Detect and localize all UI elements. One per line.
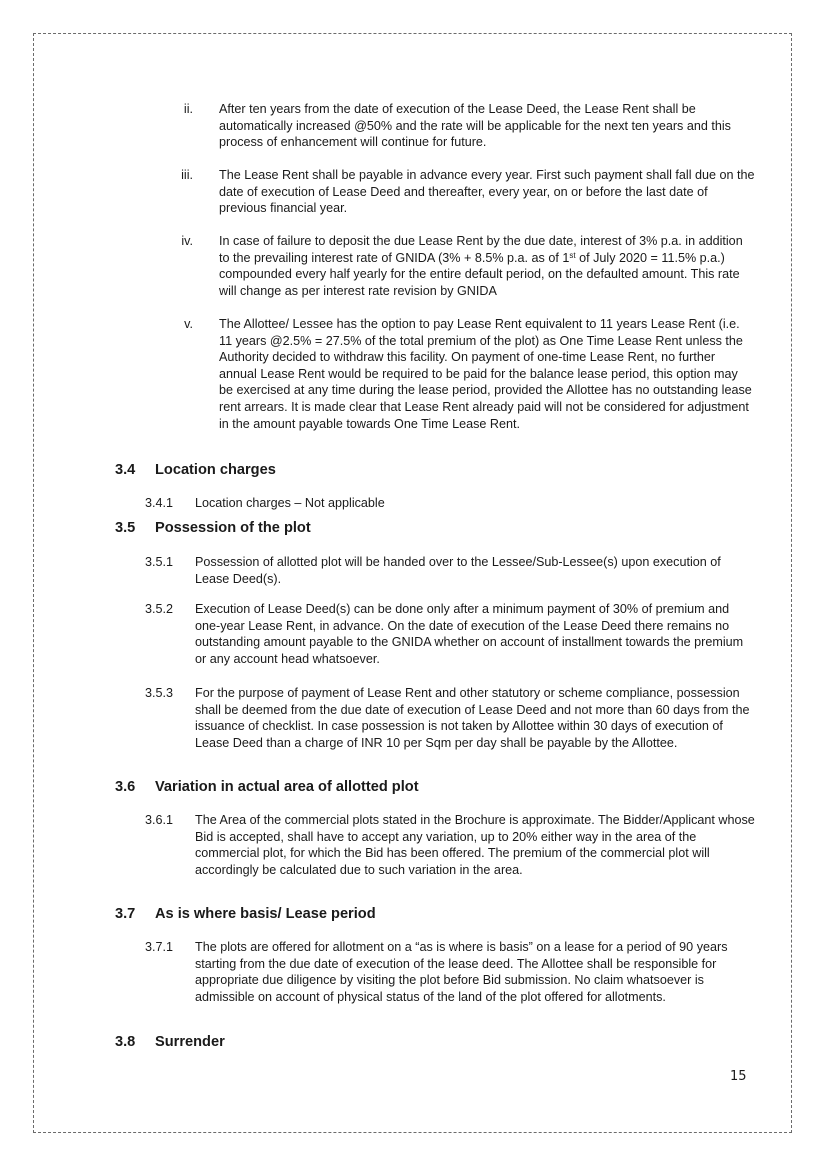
subsection-number: 3.6.1 [145, 813, 174, 827]
page-number: 15 [730, 1069, 747, 1084]
list-text: After ten years from the date of execution of the Lease Deed, the Lease Rent shall be automatically increased @50% and the rate will be applicable for the next ten years and this process of enhancement will continue for future. [219, 102, 731, 150]
subsection-text: Possession of allotted plot will be handed over to the Lessee/Sub-Lessee(s) upon execution of Lease Deed(s). [195, 555, 721, 586]
subsection-text: For the purpose of payment of Lease Rent and other statutory or scheme compliance, possession shall be deemed from the due date of execution of Lease Deed and not more than 60 days from the issuance of checklist. In case possession is not taken by Allottee within 30 days of execution of Lease Deed than a charge of INR 10 per Sqm per day shall be payable by the Allottee. [195, 686, 750, 750]
subsection-number: 3.5.1 [145, 555, 174, 569]
section-number: 3.6 [115, 779, 136, 795]
list-number: v. [184, 317, 193, 331]
superscript: st [569, 250, 576, 260]
list-text-part: In case of failure to deposit the due Lease Rent by the due date, interest of 3% p.a. in addition to the prevailing interest rate of GNIDA (3% + 8.5% p.a. as of 1 [219, 234, 743, 265]
section-title: Variation in actual area of allotted plot [155, 779, 419, 795]
subsection-number: 3.7.1 [145, 940, 174, 954]
section-title: Location charges [155, 462, 276, 478]
list-number: iv. [181, 234, 193, 248]
list-text-part: of July 2020 = 11.5% p.a.) compounded every half yearly for the entire default period, on the defaulted amount. This rate will change as per interest rate revision by GNIDA [219, 250, 740, 298]
subsection-number: 3.4.1 [145, 496, 174, 510]
list-text [219, 233, 755, 299]
section-title: Possession of the plot [155, 520, 311, 536]
section-title: Surrender [155, 1034, 225, 1050]
list-text: The Allottee/ Lessee has the option to pay Lease Rent equivalent to 11 years Lease Rent (i.e. 11 years @2.5% = 27.5% of the total premium of the plot) as One Time Lease Rent unless the Authority decided to withdraw this facility. On payment of one-time Lease Rent, no further annual Lease Rent would be required to be paid for the balance lease period, this option may be exercised at any time during the lease period, provided the Allottee has no outstanding lease rent arrears. It is made clear that Lease Rent already paid will not be considered for adjustment in the amount payable towards One Time Lease Rent. [219, 317, 752, 431]
section-number: 3.4 [115, 462, 136, 478]
subsection-text: Location charges – Not applicable [195, 496, 385, 510]
subsection-text: The plots are offered for allotment on a “as is where is basis” on a lease for a period of 90 years starting from the due date of execution of the lease deed. The Allottee shall be responsible for appropriate due diligence by visiting the plot before Bid submission. No claim whatsoever is admissible on account of physical status of the land of the plot offered for allotments. [195, 940, 728, 1004]
list-text: The Lease Rent shall be payable in advance every year. First such payment shall fall due on the date of execution of Lease Deed and thereafter, every year, on or before the last date of previous financial year. [219, 168, 755, 216]
list-number: iii. [181, 168, 193, 182]
section-number: 3.7 [115, 906, 136, 922]
section-number: 3.8 [115, 1034, 136, 1050]
subsection-number: 3.5.3 [145, 686, 174, 700]
list-number: ii. [183, 102, 193, 116]
section-number: 3.5 [115, 520, 136, 536]
section-title: As is where basis/ Lease period [155, 906, 376, 922]
subsection-number: 3.5.2 [145, 602, 174, 616]
subsection-text: Execution of Lease Deed(s) can be done only after a minimum payment of 30% of premium and one-year Lease Rent, in advance. On the date of execution of the Lease Deed there remains no outstanding amount payable to the GNIDA whether on account of installment towards the premium or any account head whatsoever. [195, 602, 744, 666]
subsection-text: The Area of the commercial plots stated in the Brochure is approximate. The Bidder/Applicant whose Bid is accepted, shall have to accept any variation, up to 20% either way in the area of the commercial plot, for which the Bid has been offered. The premium of the commercial plot will accordingly be calculated due to such variation in the area. [195, 813, 755, 877]
